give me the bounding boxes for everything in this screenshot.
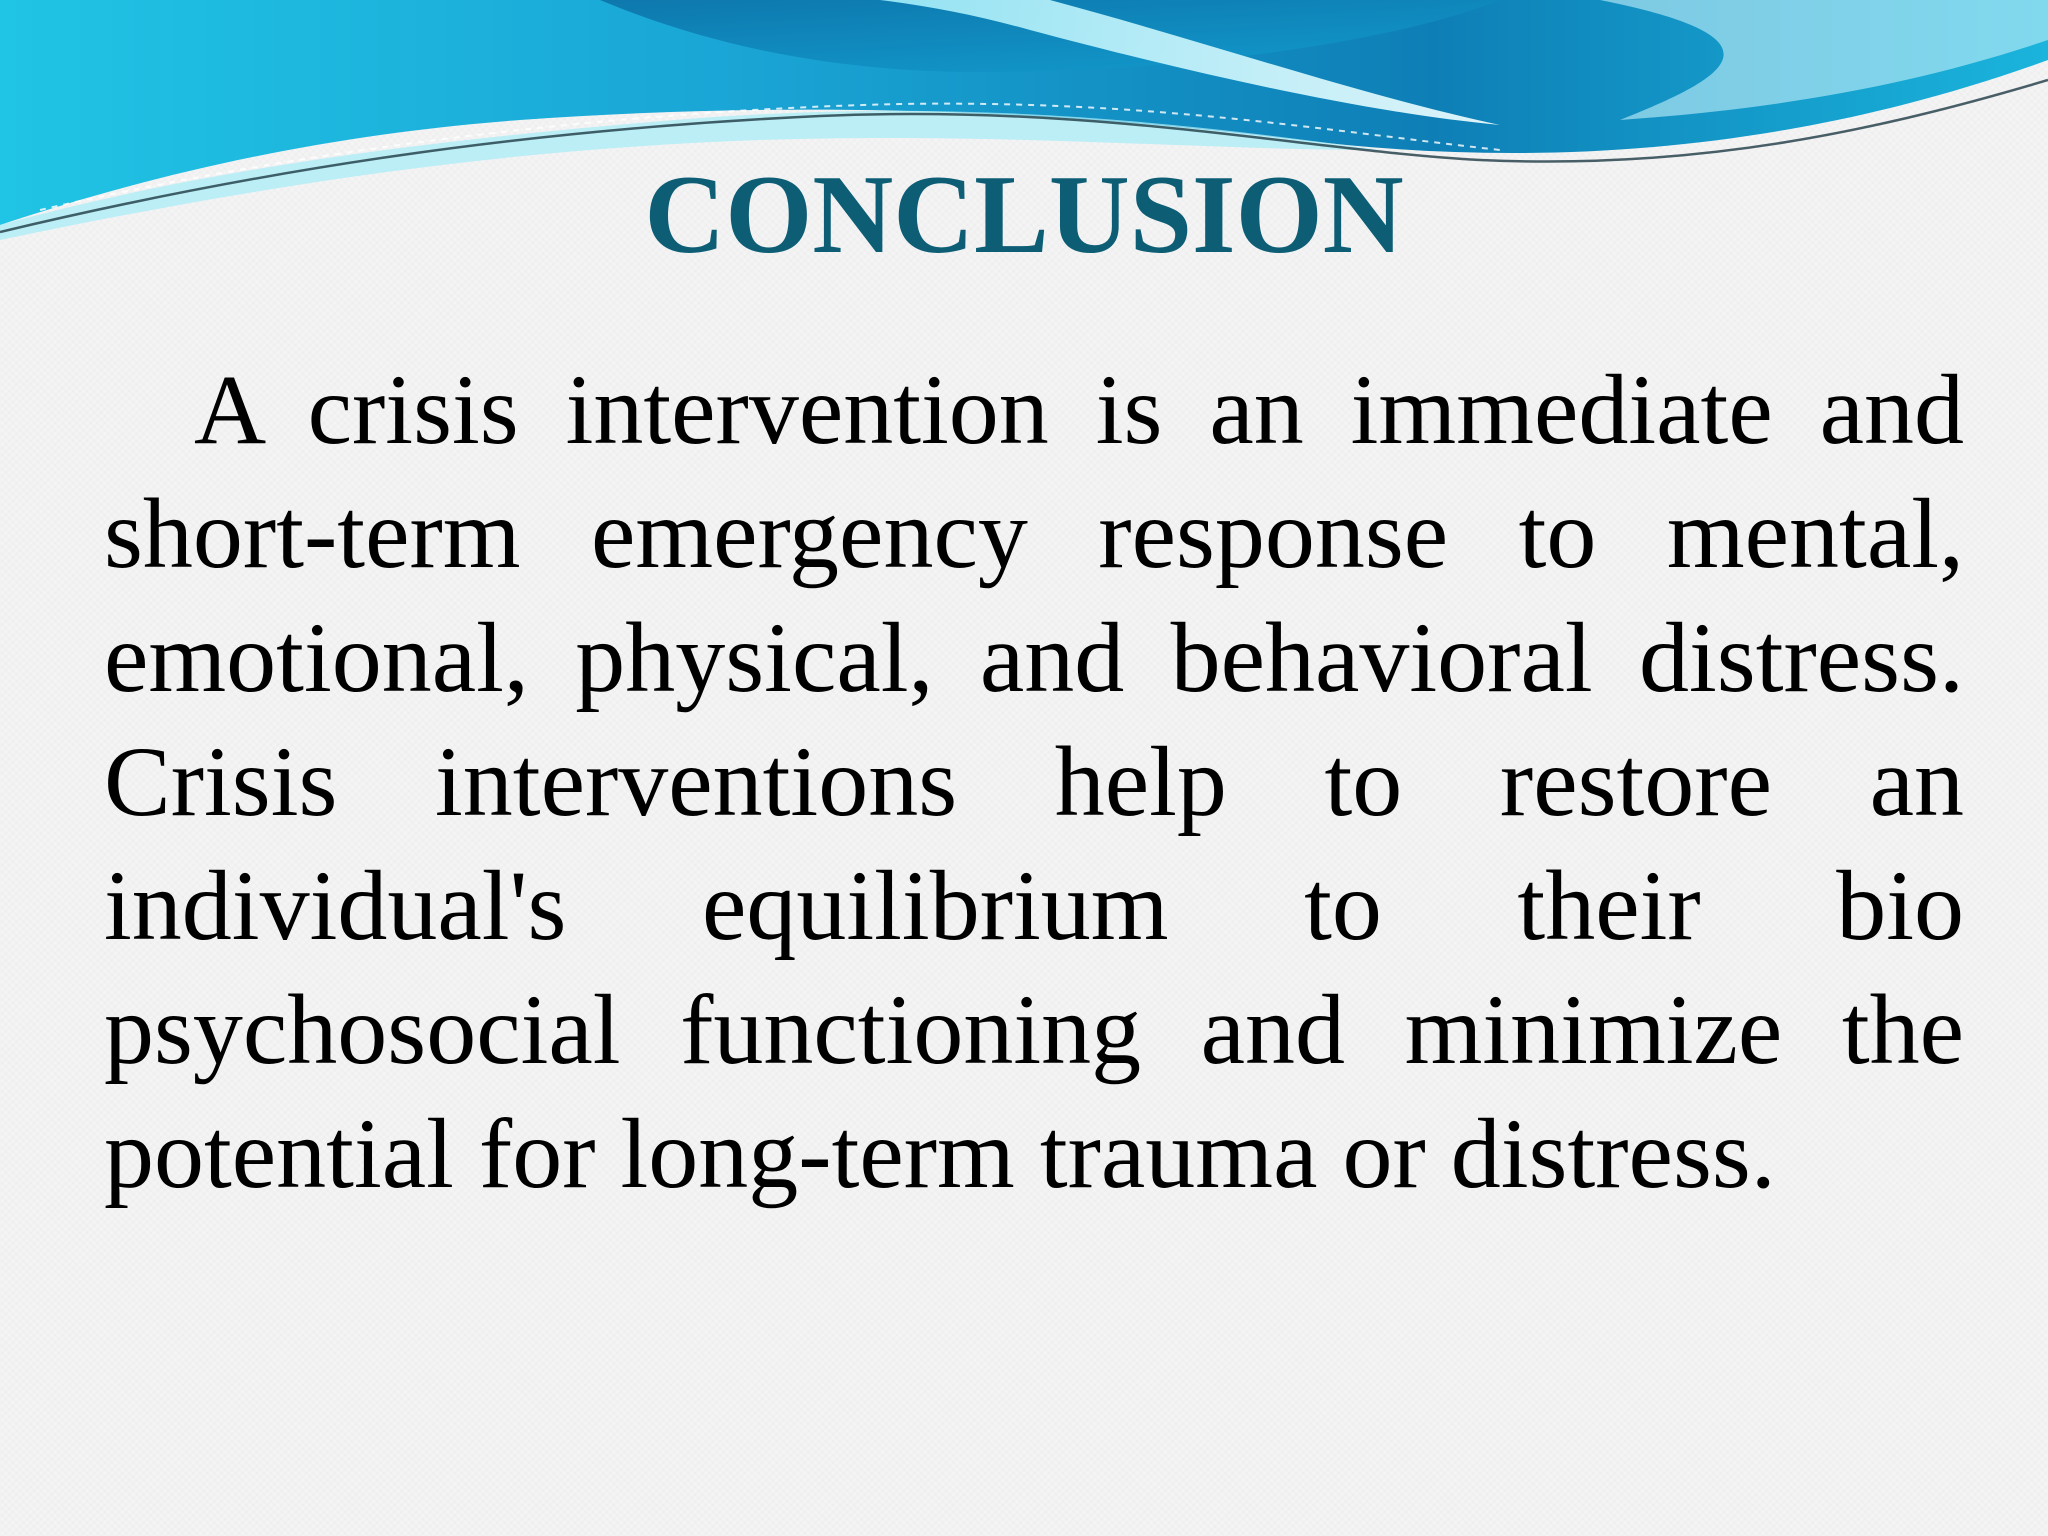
slide-body-text: A crisis intervention is an immediate and short-term emergency response to mental, emotional, physical, and behavioral distress. Crisis interventions help to restore an individual's equilibrium to their bio psychosocial functioning and minimize the potential for long-term trauma or distress.	[104, 354, 1964, 1209]
slide-title: CONCLUSION	[644, 153, 1404, 277]
